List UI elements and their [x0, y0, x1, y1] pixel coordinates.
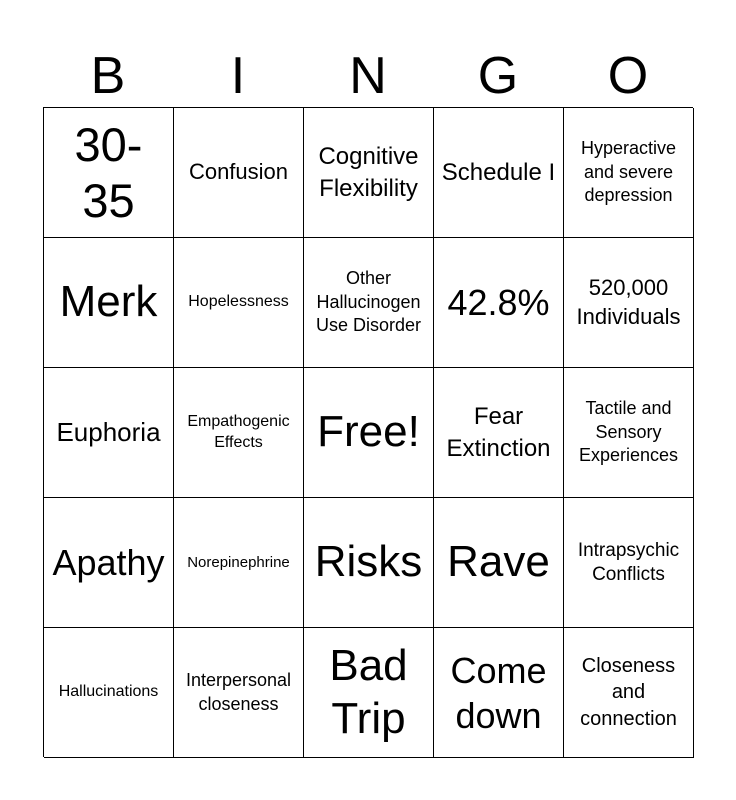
bingo-cell[interactable]: [304, 628, 434, 758]
cell-text: Bad Trip: [329, 640, 408, 743]
bingo-cell[interactable]: [564, 628, 694, 758]
bingo-cell[interactable]: [564, 498, 694, 628]
cell-text: 520,000 Individuals: [576, 274, 681, 329]
cell-text: Other Hallucinogen Use Disorder: [315, 267, 422, 336]
header-letter-b: B: [90, 47, 126, 105]
cell-text: Fear Extinction: [446, 402, 551, 462]
bingo-cell[interactable]: [434, 628, 564, 758]
header-letter-i: I: [230, 47, 246, 105]
cell-text: Intrapsychic Conflicts: [577, 539, 680, 585]
cell-text: Schedule I: [441, 158, 556, 186]
bingo-cell free-space[interactable]: [304, 368, 434, 498]
bingo-cell[interactable]: [174, 498, 304, 628]
bingo-cell[interactable]: [434, 498, 564, 628]
bingo-cell[interactable]: [304, 108, 434, 238]
bingo-cell[interactable]: [304, 238, 434, 368]
bingo-cell[interactable]: [174, 108, 304, 238]
cell-text: 30-35: [74, 118, 143, 227]
cell-text: Merk: [59, 277, 158, 327]
cell-text: Confusion: [188, 159, 289, 185]
bingo-cell[interactable]: [304, 498, 434, 628]
cell-text: Apathy: [52, 542, 165, 583]
bingo-cell[interactable]: [434, 238, 564, 368]
bingo-cell[interactable]: [564, 238, 694, 368]
cell-text: Hallucinations: [58, 683, 159, 701]
bingo-card-grid: [43, 107, 693, 757]
cell-text: Norepinephrine: [187, 553, 290, 571]
cell-text: Cognitive Flexibility: [318, 142, 419, 202]
bingo-cell[interactable]: [564, 108, 694, 238]
bingo-cell[interactable]: [44, 628, 174, 758]
cell-text: Euphoria: [56, 416, 161, 447]
bingo-cell[interactable]: [174, 238, 304, 368]
header-letter-g: G: [477, 47, 519, 105]
cell-text: Interpersonal closeness: [185, 669, 292, 714]
cell-text: Hyperactive and severe depression: [580, 137, 677, 206]
header-letter-o: O: [607, 47, 649, 105]
cell-text: Rave: [447, 537, 550, 587]
cell-text: Closeness and connection: [580, 654, 677, 730]
bingo-cell[interactable]: [174, 368, 304, 498]
cell-text: Free!: [317, 407, 420, 457]
cell-text: Tactile and Sensory Experiences: [578, 397, 679, 466]
bingo-cell[interactable]: [434, 108, 564, 238]
header-letter-n: N: [349, 47, 387, 105]
bingo-cell[interactable]: [44, 498, 174, 628]
bingo-cell[interactable]: [174, 628, 304, 758]
cell-text: 42.8%: [447, 282, 550, 323]
bingo-header: [43, 44, 693, 108]
cell-text: Risks: [314, 537, 423, 587]
bingo-cell[interactable]: [564, 368, 694, 498]
bingo-cell[interactable]: [44, 108, 174, 238]
cell-text: Come down: [450, 649, 547, 736]
bingo-cell[interactable]: [44, 368, 174, 498]
cell-text: Hopelessness: [188, 293, 289, 311]
cell-text: Empathogenic Effects: [187, 412, 290, 451]
bingo-cell[interactable]: [434, 368, 564, 498]
bingo-cell[interactable]: [44, 238, 174, 368]
